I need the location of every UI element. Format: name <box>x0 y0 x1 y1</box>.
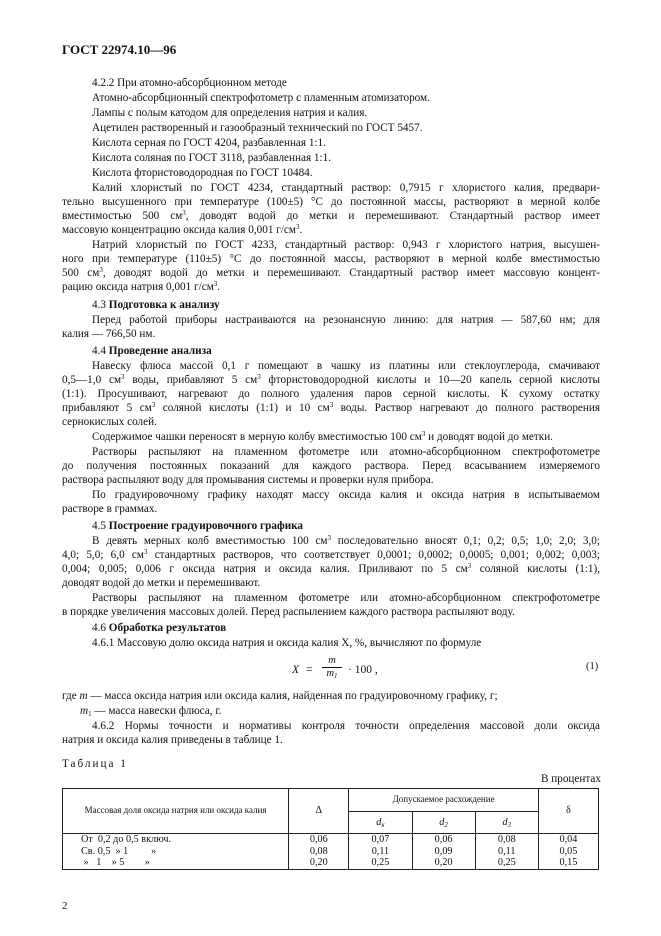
accuracy-table <box>62 788 599 870</box>
table-row <box>63 846 599 858</box>
section-4-3-title: 4.3 Подготовка к анализу <box>92 299 220 311</box>
formula-equals: = <box>306 664 313 676</box>
nacl-line: рацию оксида натрия 0,001 $г/см^3$. <box>62 280 221 293</box>
cell-dk: 0,11 <box>349 846 412 858</box>
nacl-line: Натрий хлористый по ГОСТ 4233, стандартный раствор: 0,943 г хлористого натрия, высушен- <box>92 239 600 251</box>
graph-line: По градуировочному графику находят массу оксида калия и оксида натрия в испытываемом <box>92 489 600 501</box>
where-line: $m_1$ — масса навески флюса, г. <box>80 705 222 718</box>
cell-range: » 1 » 5 » <box>63 857 289 869</box>
formula-denominator: $m_1$ <box>326 668 338 680</box>
cell-delta: 0,20 <box>289 857 349 869</box>
cell-d2: 0,06 <box>412 834 475 846</box>
cell-dk: 0,25 <box>349 857 412 869</box>
col-header-dk: $d_к$ <box>349 811 412 834</box>
calibration-line: В девять мерных колб вместимостью 100 $см^3$ последовательно вносят 0,1; 0,2; 0,5; 1,0; 2,0; 3,0; <box>92 534 600 547</box>
cell-range: Св. 0,5 » 1 » <box>63 846 289 858</box>
document-header: ГОСТ 22974.10—96 <box>62 42 177 57</box>
reagent-item: Кислота фтористоводородная по ГОСТ 10484. <box>92 167 313 179</box>
col-header-allowed-discrepancy: Допускаемое расхождение <box>349 789 539 812</box>
kcl-line: вместимостью 500 $см^3$, доводят водой до метки и перемешивают. Стандартный раствор имеет <box>62 209 600 222</box>
cell-dk: 0,07 <box>349 834 412 846</box>
reagent-item: Кислота соляная по ГОСТ 3118, разбавленная 1:1. <box>92 152 331 164</box>
nacl-line: ного при температуре (110±5) °С до постоянной массы, растворяют в мерной колбе вместимостью <box>62 253 600 265</box>
col-header-d2: $d_2$ <box>412 811 475 834</box>
section-4-3-text: Перед работой приборы настраиваются на резонансную линию: для натрия — 587,60 нм; для <box>92 314 600 326</box>
section-4-2-2-title: 4.2.2 При атомно-абсорбционном методе <box>92 77 287 89</box>
formula-1 <box>292 655 412 689</box>
analysis-line: прибавляют 5 $см^3$ соляной кислоты (1:1) и 10 $см^3$ воды. Раствор нагревают до полного растворения <box>62 401 600 414</box>
table-row <box>63 857 599 869</box>
graph-line: растворе в граммах. <box>62 503 158 515</box>
analysis-line: (1:1). Просушивают, нагревают до полного удаления паров серной кислоты. К сухому остатку <box>62 388 600 400</box>
cell-small-delta: 0,15 <box>538 857 598 869</box>
cell-delta: 0,08 <box>289 846 349 858</box>
analysis-line: Навеску флюса массой 0,1 г помещают в чашку из платины или стеклоуглерода, смачивают <box>92 360 600 372</box>
reagent-item: Кислота серная по ГОСТ 4204, разбавленная 1:1. <box>92 137 326 149</box>
formula-tail: · 100 , <box>348 664 378 676</box>
cell-d3: 0,11 <box>475 846 538 858</box>
cell-d3: 0,08 <box>475 834 538 846</box>
cell-d2: 0,09 <box>412 846 475 858</box>
col-header-delta: Δ <box>289 789 349 834</box>
analysis-line: Содержимое чашки переносят в мерную колбу вместимостью 100 $см^3$ и доводят водой до метки. <box>92 430 553 443</box>
page-number: 2 <box>62 900 68 912</box>
analysis-line: сернокислых солей. <box>62 416 157 428</box>
calibration-line: доводят водой до метки и перемешивают. <box>62 577 261 589</box>
col-header-mass-fraction: Массовая доля оксида натрия или оксида калия <box>63 789 289 834</box>
section-4-6-1-text: 4.6.1 Массовую долю оксида натрия и оксида калия X, %, вычисляют по формуле <box>92 637 482 649</box>
formula-number: (1) <box>586 661 599 672</box>
cell-d3: 0,25 <box>475 857 538 869</box>
spray-line: раствора распыляют воду для промывания системы и проверки нуля прибора. <box>62 474 434 486</box>
kcl-line: Калий хлористый по ГОСТ 4234, стандартный раствор: 0,7915 г хлористого калия, предвари- <box>92 182 600 194</box>
cell-d2: 0,20 <box>412 857 475 869</box>
section-4-4-title: 4.4 Проведение анализа <box>92 345 212 357</box>
formula-numerator: m <box>322 655 342 668</box>
calibration-line: 4,0; 5,0; 6,0 $см^3$ стандартных растворов, что соответствует 0,0001; 0,0002; 0,0005; 0,001; 0,002; 0,003; <box>62 548 600 561</box>
calibration-line: 0,004; 0,005; 0,006 г оксида натрия и оксида калия. Приливают по 5 $см^3$ соляной кислоты (1:1), <box>62 562 601 575</box>
spray-line: до получения постоянных показаний для каждого раствора. Перед всасыванием измеряемого <box>62 460 600 472</box>
table-units: В процентах <box>541 773 601 785</box>
calibration-spray-line: в порядке увеличения массовых долей. Перед распылением каждого раствора распыляют воду. <box>62 606 515 618</box>
cell-small-delta: 0,04 <box>538 834 598 846</box>
kcl-line: массовую концентрацию оксида калия 0,001 $г/см^3$. <box>62 223 303 236</box>
col-header-small-delta: δ <box>538 789 598 834</box>
calibration-spray-line: Растворы распыляют на пламенном фотометре или атомно-абсорбционном спектрофотометре <box>92 592 600 604</box>
equipment-item: Лампы с полым катодом для определения натрия и калия. <box>92 107 368 119</box>
formula-lhs: X <box>292 664 300 676</box>
col-header-d3: $d_3$ <box>475 811 538 834</box>
section-4-5-title: 4.5 Построение градуировочного графика <box>92 520 304 532</box>
section-4-3-text: калия — 766,50 нм. <box>62 328 156 340</box>
where-line: где m — масса оксида натрия или оксида калия, найденная по градуировочному графику, г; <box>62 690 498 702</box>
section-4-6-2-text: 4.6.2 Нормы точности и нормативы контроля точности определения массовой доли оксида <box>92 720 600 732</box>
section-4-6-title: 4.6 Обработка результатов <box>92 622 227 634</box>
cell-small-delta: 0,05 <box>538 846 598 858</box>
section-4-6-2-text: натрия и оксида калия приведены в таблице 1. <box>62 734 283 746</box>
reagent-item: Ацетилен растворенный и газообразный технический по ГОСТ 5457. <box>92 122 423 134</box>
formula-fraction <box>322 655 342 679</box>
nacl-line: 500 $см^3$, доводят водой до метки и перемешивают. Стандартный раствор имеет массовую концент- <box>62 266 601 279</box>
table-caption: Таблица 1 <box>62 758 128 770</box>
kcl-line: тельно высушенного при температуре (100±5) °С до постоянной массы, растворяют в мерной колбе <box>62 196 600 208</box>
cell-delta: 0,06 <box>289 834 349 846</box>
analysis-line: 0,5—1,0 $см^3$ воды, прибавляют 5 $см^3$ фтористоводородной кислоты и 10—20 капель серной кислоты <box>62 373 601 386</box>
spray-line: Растворы распыляют на пламенном фотометре или атомно-абсорбционном спектрофотометре <box>92 446 600 458</box>
table-row <box>63 834 599 846</box>
cell-range: От 0,2 до 0,5 включ. <box>63 834 289 846</box>
equipment-item: Атомно-абсорбционный спектрофотометр с пламенным атомизатором. <box>92 92 430 104</box>
